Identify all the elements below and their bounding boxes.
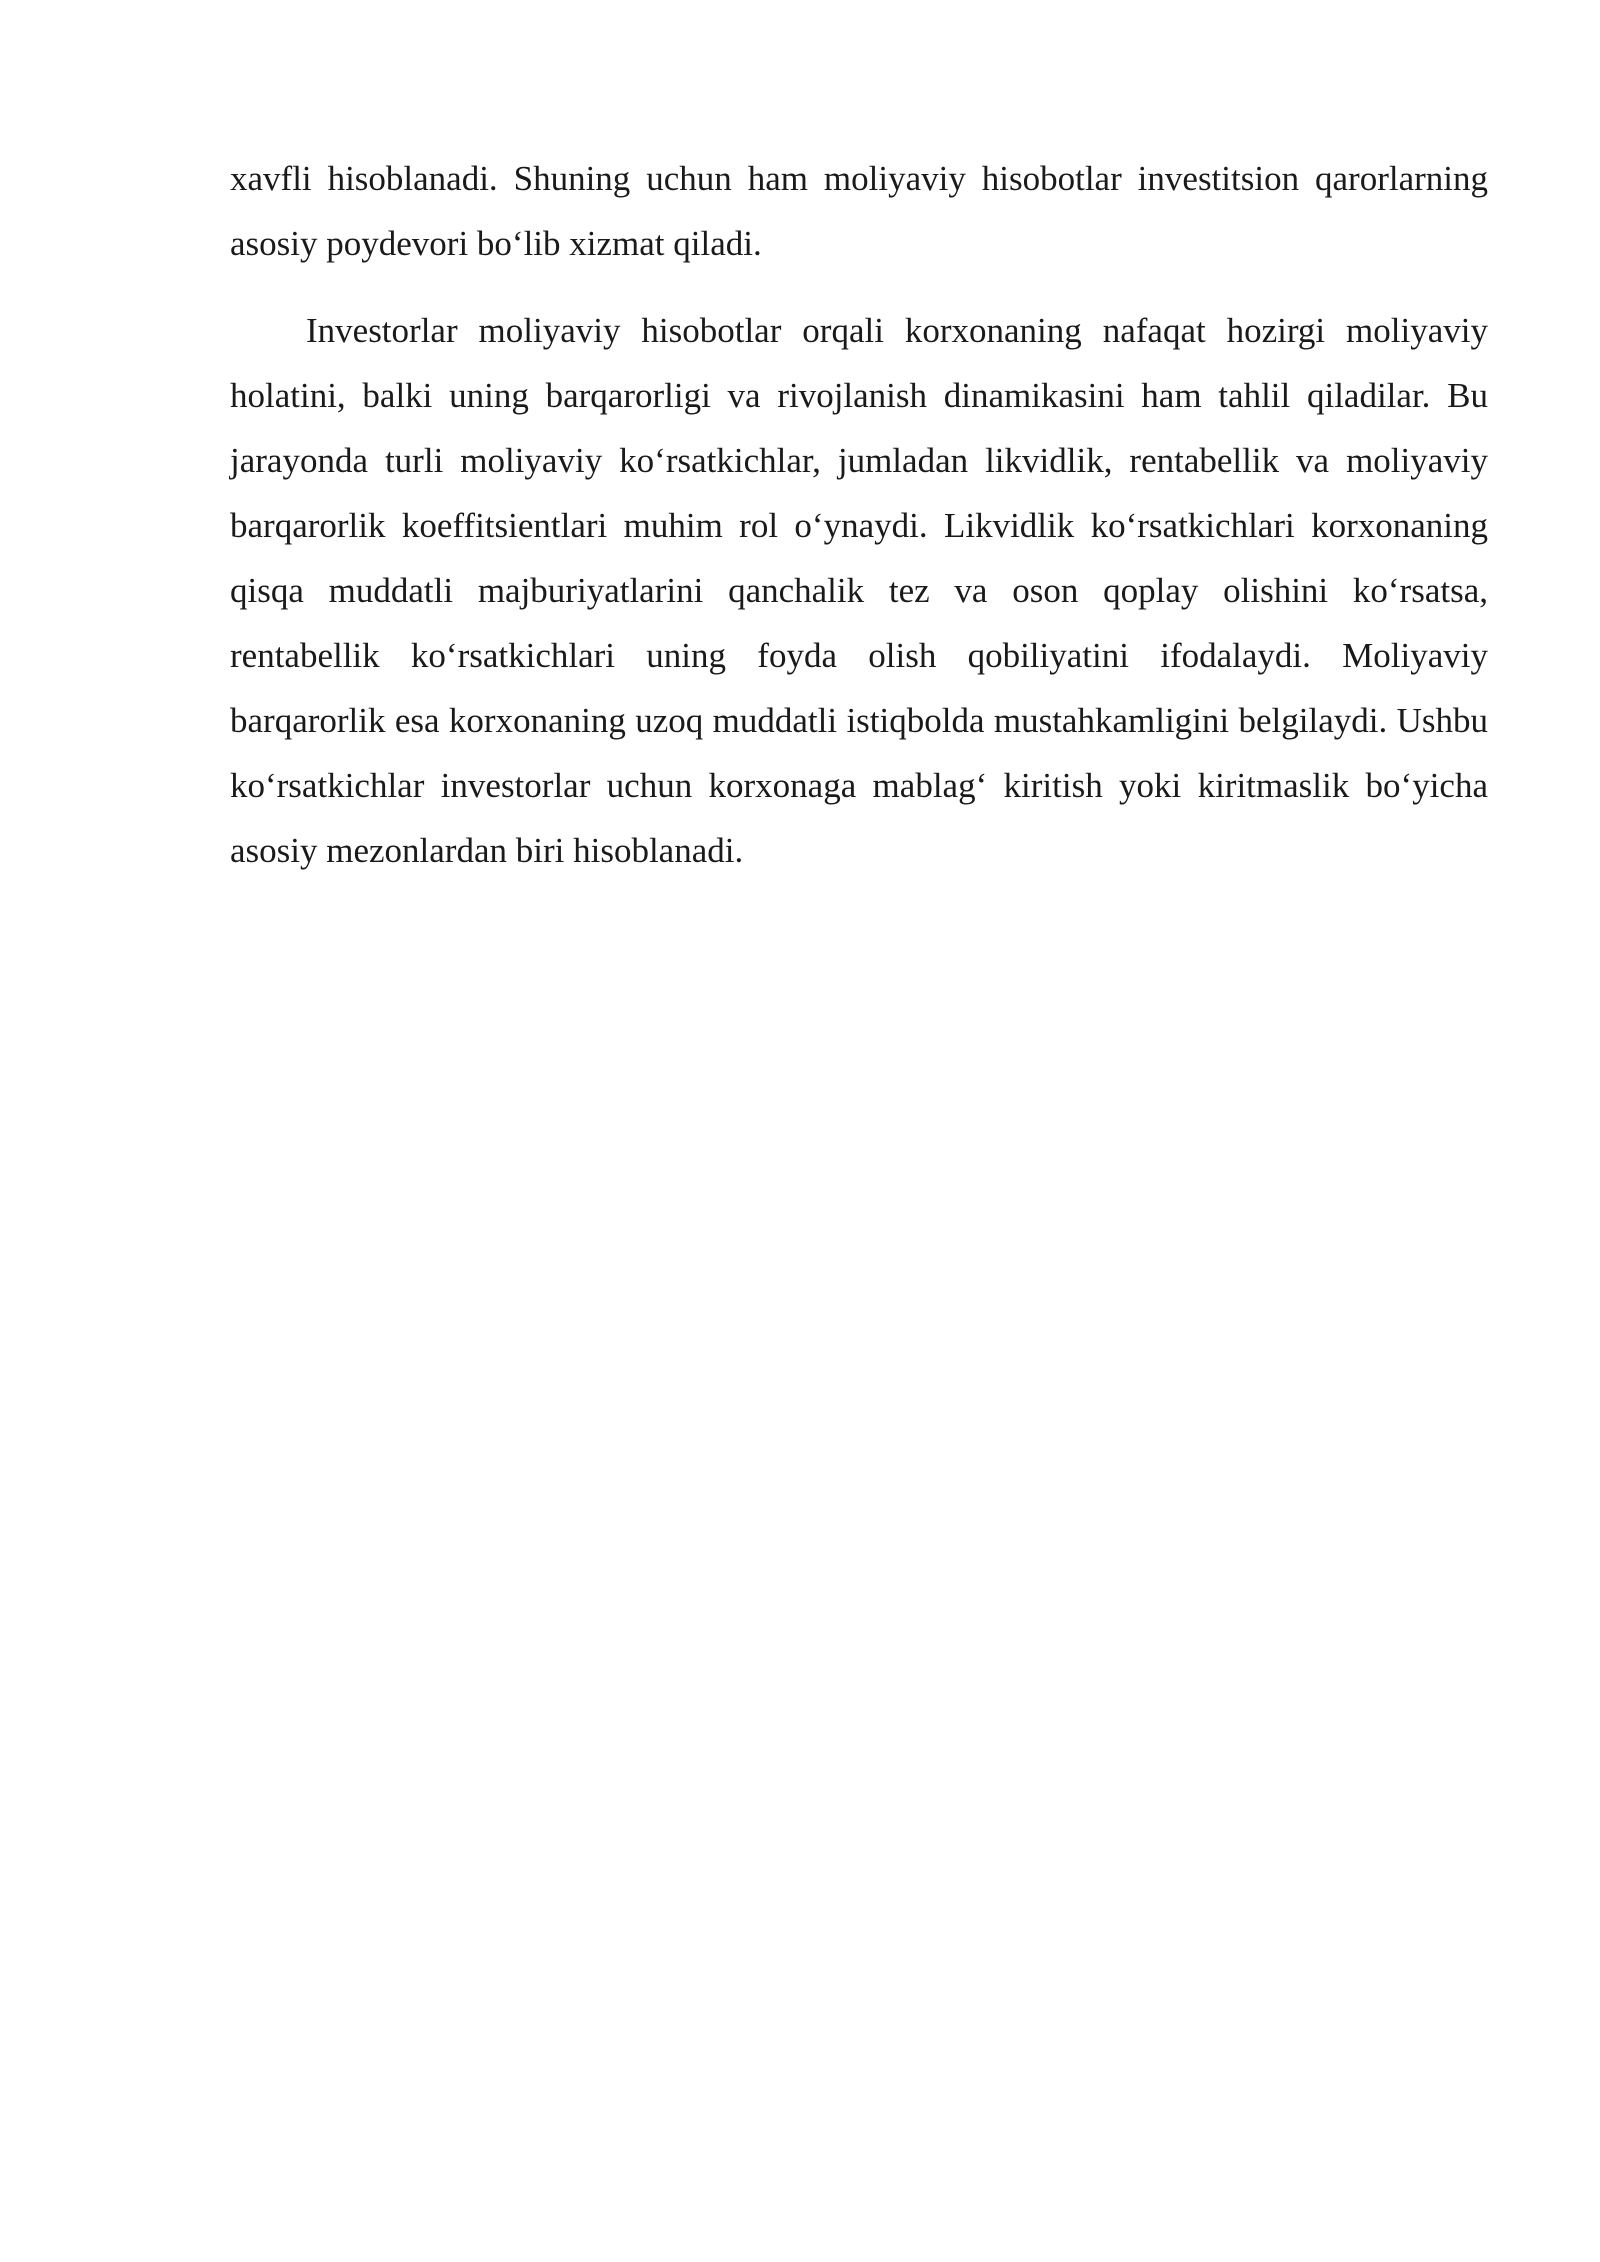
document-body	[230, 146, 1488, 883]
paragraph-investors: Investorlar moliyaviy hisobotlar orqali korxonaning nafaqat hozirgi moliyaviy holatini, balki uning barqarorligi va rivojlanish dinamikasini ham tahlil qiladilar. Bu jarayonda turli moliyaviy ko‘rsatkichlar, jumladan likvidlik, rentabellik va moliyaviy barqarorlik koeffitsientlari muhim rol o‘ynaydi. Likvidlik ko‘rsatkichlari korxonaning qisqa muddatli majburiyatlarini qanchalik tez va oson qoplay olishini ko‘rsatsa, rentabellik ko‘rsatkichlari uning foyda olish qobiliyatini ifodalaydi. Moliyaviy barqarorlik esa korxonaning uzoq muddatli istiqbolda mustahkamligini belgilaydi. Ushbu ko‘rsatkichlar investorlar uchun korxonaga mablag‘ kiritish yoki kiritmaslik bo‘yicha asosiy mezonlardan biri hisoblanadi.	[230, 311, 1488, 870]
paragraph-continued: xavfli hisoblanadi. Shuning uchun ham moliyaviy hisobotlar investitsion qarorlarning asosiy poydevori bo‘lib xizmat qiladi.	[230, 159, 1488, 263]
